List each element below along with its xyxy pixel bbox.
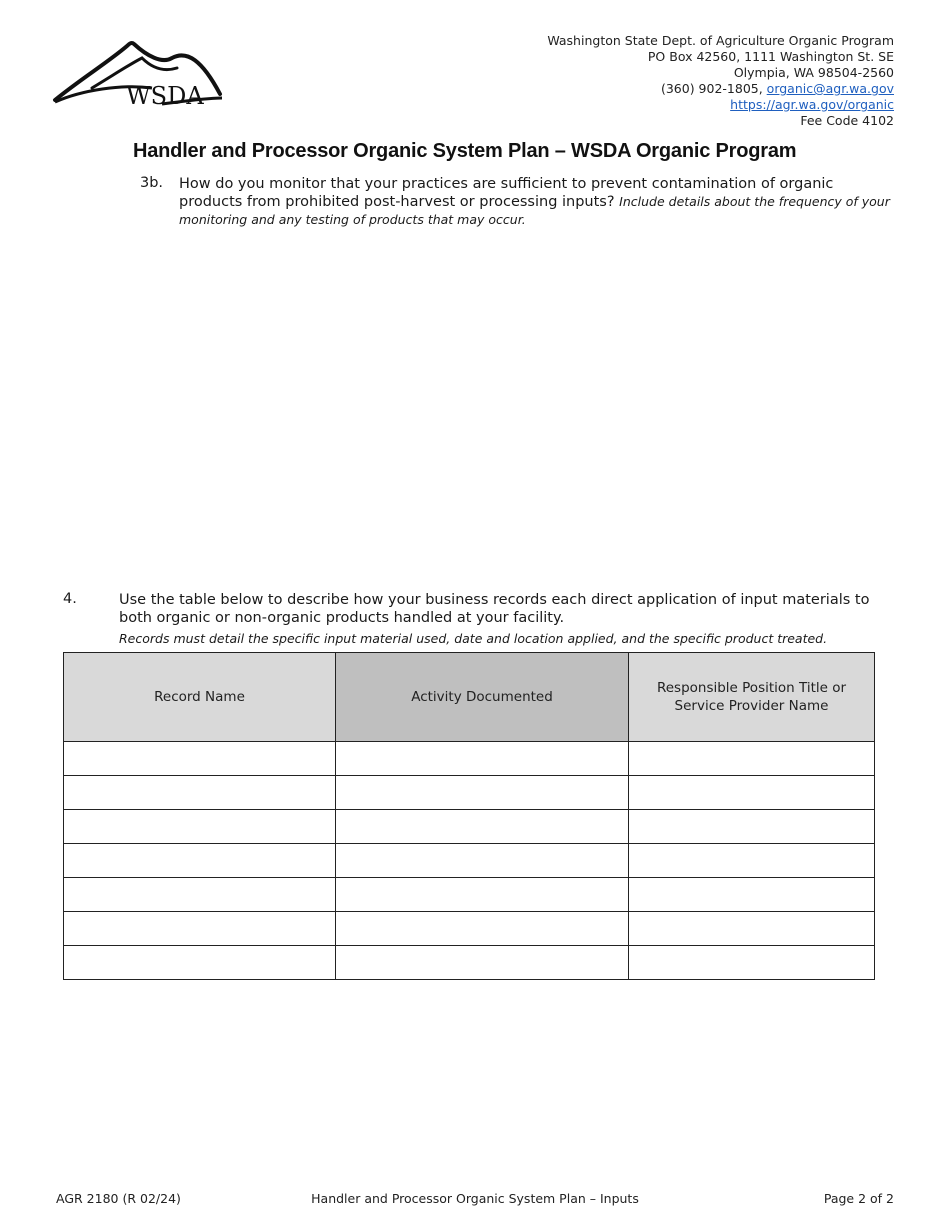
question-3b-text — [179, 175, 894, 229]
table-header-row — [64, 653, 875, 742]
records-table — [63, 652, 875, 980]
activity-input[interactable] — [336, 776, 628, 809]
responsible-input[interactable] — [629, 844, 874, 877]
responsible-cell[interactable] — [629, 776, 875, 810]
page-title: Handler and Processor Organic System Plan – WSDA Organic Program — [133, 140, 797, 162]
footer-page-number: Page 2 of 2 — [823, 1191, 894, 1206]
responsible-cell[interactable] — [629, 742, 875, 776]
agency-phone-email — [547, 81, 894, 97]
activity-cell[interactable] — [336, 742, 629, 776]
responsible-cell[interactable] — [629, 810, 875, 844]
record-name-cell[interactable] — [64, 946, 336, 980]
footer-form-title: Handler and Processor Organic System Plan – Inputs — [311, 1191, 639, 1206]
agency-website-link[interactable]: https://agr.wa.gov/organic — [730, 97, 894, 112]
question-3b-note: Include details about the frequency of your monitoring and any testing of products that may occur. — [179, 194, 890, 227]
activity-cell[interactable] — [336, 844, 629, 878]
activity-cell[interactable] — [336, 946, 629, 980]
table-row — [64, 776, 875, 810]
activity-input[interactable] — [336, 946, 628, 979]
activity-input[interactable] — [336, 912, 628, 945]
responsible-input[interactable] — [629, 878, 874, 911]
table-row — [64, 946, 875, 980]
record-name-input[interactable] — [64, 844, 335, 877]
responsible-input[interactable] — [629, 912, 874, 945]
activity-cell[interactable] — [336, 810, 629, 844]
agency-address-line2: Olympia, WA 98504-2560 — [733, 65, 894, 80]
table-row — [64, 742, 875, 776]
record-name-cell[interactable] — [64, 776, 336, 810]
responsible-cell[interactable] — [629, 878, 875, 912]
header-activity-documented: Activity Documented — [336, 653, 629, 742]
record-name-input[interactable] — [64, 810, 335, 843]
agency-name: Washington State Dept. of Agriculture Organic Program — [547, 33, 894, 48]
table-row — [64, 810, 875, 844]
responsible-cell[interactable] — [629, 946, 875, 980]
record-name-cell[interactable] — [64, 844, 336, 878]
responsible-input[interactable] — [629, 742, 874, 775]
header-responsible-position — [629, 653, 875, 742]
activity-input[interactable] — [336, 878, 628, 911]
question-3b-answer-area[interactable] — [179, 240, 894, 570]
question-4-text: Use the table below to describe how your business records each direct application of input materials to both organic or non-organic products handled at your facility. — [119, 592, 870, 626]
question-3b-prompt: How do you monitor that your practices are sufficient to prevent contamination of organic products from prohibited post-harvest or processing inputs? — [179, 176, 834, 210]
activity-input[interactable] — [336, 810, 628, 843]
record-name-cell[interactable] — [64, 742, 336, 776]
agency-email-link[interactable]: organic@agr.wa.gov — [766, 81, 894, 96]
table-row — [64, 878, 875, 912]
svg-text:WSDA: WSDA — [126, 82, 204, 110]
record-name-input[interactable] — [64, 912, 335, 945]
activity-input[interactable] — [336, 844, 628, 877]
responsible-input[interactable] — [629, 776, 874, 809]
question-3b-number: 3b. — [140, 175, 164, 191]
record-name-input[interactable] — [64, 878, 335, 911]
record-name-input[interactable] — [64, 776, 335, 809]
record-name-cell[interactable] — [64, 810, 336, 844]
table-row — [64, 912, 875, 946]
activity-cell[interactable] — [336, 912, 629, 946]
fee-code: Fee Code 4102 — [800, 113, 894, 128]
activity-cell[interactable] — [336, 776, 629, 810]
agency-phone: (360) 902-1805, — [660, 81, 767, 96]
header-responsible-position-label: Responsible Position Title or Service Provider Name — [656, 680, 847, 714]
responsible-input[interactable] — [629, 810, 874, 843]
table-row — [64, 844, 875, 878]
activity-cell[interactable] — [336, 878, 629, 912]
record-name-input[interactable] — [64, 742, 335, 775]
mountain-logo-icon — [52, 38, 224, 114]
responsible-cell[interactable] — [629, 844, 875, 878]
record-name-cell[interactable] — [64, 912, 336, 946]
agency-address-line1: PO Box 42560, 1111 Washington St. SE — [647, 49, 894, 64]
header-record-name: Record Name — [64, 653, 336, 742]
wsda-logo — [52, 38, 224, 114]
responsible-cell[interactable] — [629, 912, 875, 946]
activity-input[interactable] — [336, 742, 628, 775]
question-4-number: 4. — [63, 591, 77, 607]
footer-form-number: AGR 2180 (R 02/24) — [56, 1191, 181, 1206]
responsible-input[interactable] — [629, 946, 874, 979]
question-4-note: Records must detail the specific input material used, date and location applied, and the specific product treated. — [119, 631, 828, 646]
agency-contact-block — [547, 33, 894, 129]
record-name-cell[interactable] — [64, 878, 336, 912]
record-name-input[interactable] — [64, 946, 335, 979]
